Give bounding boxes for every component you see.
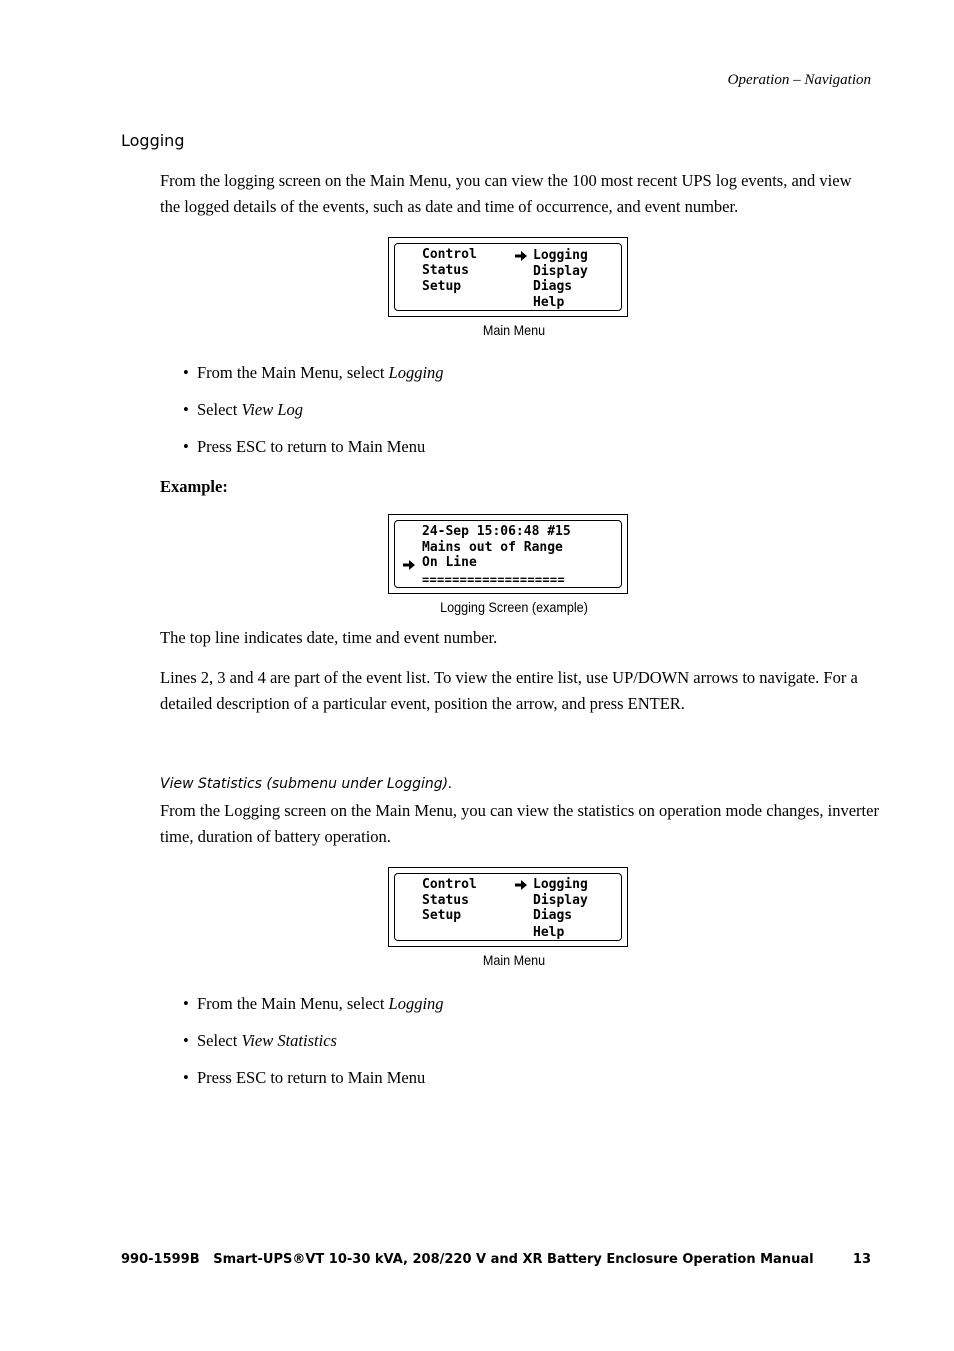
lcd-logging-screen bbox=[388, 514, 628, 594]
log-line-status: On Line bbox=[422, 555, 477, 570]
menu-item-help: Help bbox=[533, 295, 565, 310]
menu-item-logging: Logging bbox=[533, 877, 588, 892]
example-label: Example: bbox=[160, 477, 228, 496]
lcd-main-menu bbox=[388, 867, 628, 947]
step-item: • Select View Log bbox=[183, 400, 304, 419]
figure-caption-main-menu: Main Menu bbox=[482, 322, 546, 338]
arrow-right-icon bbox=[515, 251, 527, 261]
menu-item-setup: Setup bbox=[422, 908, 462, 923]
arrow-right-icon bbox=[515, 880, 527, 890]
section-title-logging: Logging bbox=[121, 131, 185, 150]
bullet-icon: • bbox=[183, 400, 189, 419]
menu-item-diags: Diags bbox=[533, 908, 573, 923]
logging-intro: From the logging screen on the Main Menu, you can view the 100 most recent UPS log events, and view the logged details of the events, such as date and time of occurrence, and event number. bbox=[160, 171, 852, 216]
menu-item-display: Display bbox=[533, 264, 588, 279]
figure-caption-main-menu: Main Menu bbox=[482, 952, 546, 968]
footer-document-title: 990-1599B Smart-UPS®VT 10-30 kVA, 208/220 V and XR Battery Enclosure Operation Manual bbox=[121, 1252, 814, 1267]
paragraph-top-line: The top line indicates date, time and event number. bbox=[160, 628, 498, 647]
step-item: • From the Main Menu, select Logging bbox=[183, 363, 444, 382]
step-item: • From the Main Menu, select Logging bbox=[183, 994, 444, 1013]
step-item: • Press ESC to return to Main Menu bbox=[183, 437, 426, 456]
menu-item-control: Control bbox=[422, 247, 477, 262]
page-number: 13 bbox=[852, 1252, 871, 1267]
section-title-view-statistics: View Statistics (submenu under Logging). bbox=[160, 776, 453, 792]
figure-caption-logging-screen: Logging Screen (example) bbox=[440, 599, 588, 615]
menu-item-status: Status bbox=[422, 893, 469, 908]
log-line-separator: =================== bbox=[422, 573, 565, 587]
arrow-right-icon bbox=[403, 560, 415, 570]
step-item: • Select View Statistics bbox=[183, 1031, 337, 1050]
menu-item-diags: Diags bbox=[533, 279, 573, 294]
bullet-icon: • bbox=[183, 1031, 189, 1050]
menu-item-display: Display bbox=[533, 893, 588, 908]
bullet-icon: • bbox=[183, 994, 189, 1013]
menu-item-setup: Setup bbox=[422, 279, 462, 294]
menu-item-control: Control bbox=[422, 877, 477, 892]
lcd-main-menu bbox=[388, 237, 628, 317]
bullet-icon: • bbox=[183, 363, 189, 382]
log-line-datetime: 24-Sep 15:06:48 #15 bbox=[422, 524, 571, 539]
step-item: • Press ESC to return to Main Menu bbox=[183, 1068, 426, 1087]
bullet-icon: • bbox=[183, 437, 189, 456]
running-header: Operation – Navigation bbox=[727, 72, 871, 88]
menu-item-help: Help bbox=[533, 925, 565, 940]
bullet-icon: • bbox=[183, 1068, 189, 1087]
statistics-intro: From the Logging screen on the Main Menu, you can view the statistics on operation mode changes, inverter time, duration of battery operation. bbox=[160, 801, 879, 846]
menu-item-status: Status bbox=[422, 263, 469, 278]
menu-item-logging: Logging bbox=[533, 248, 588, 263]
paragraph-event-list: Lines 2, 3 and 4 are part of the event list. To view the entire list, use UP/DOWN arrows to navigate. For a detailed description of a particular event, position the arrow, and press ENTER. bbox=[160, 668, 858, 713]
log-line-event: Mains out of Range bbox=[422, 540, 563, 555]
